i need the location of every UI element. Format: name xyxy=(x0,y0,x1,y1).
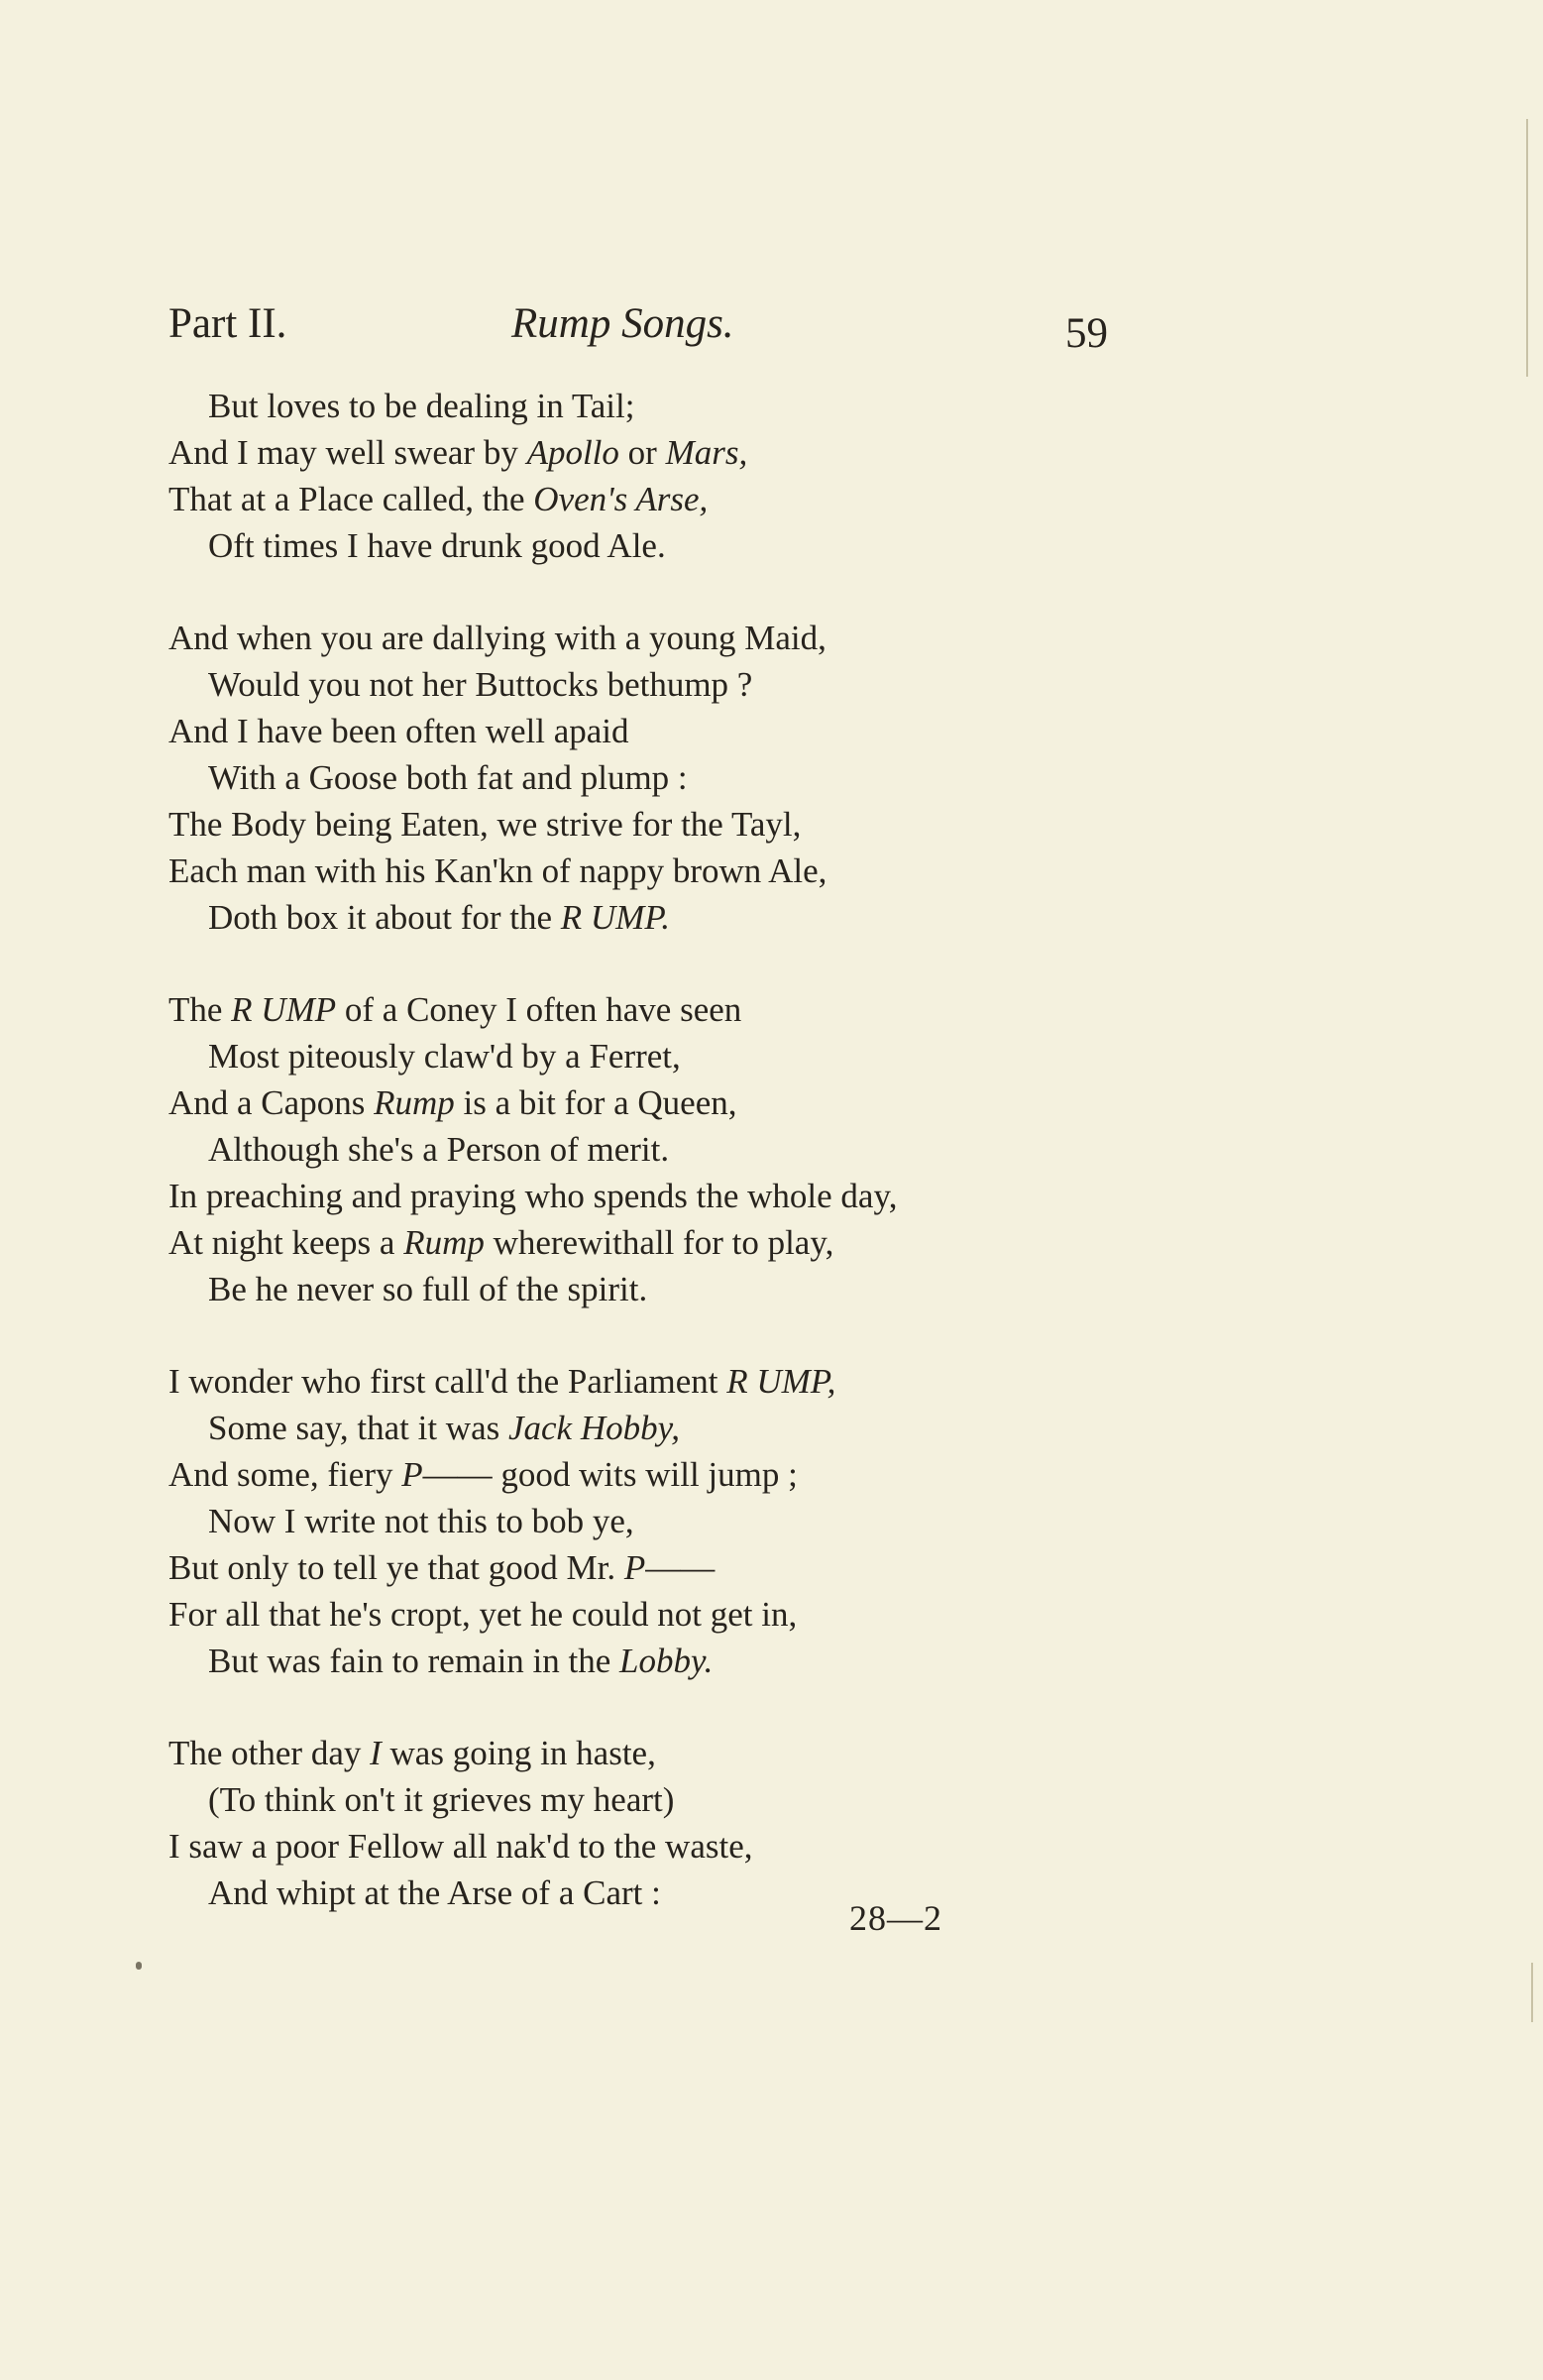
italic-text: P xyxy=(401,1455,423,1494)
italic-text: Apollo xyxy=(526,433,619,472)
verse-line xyxy=(168,1544,897,1591)
stanza xyxy=(168,1358,897,1684)
verse-line xyxy=(168,383,897,429)
signature-mark: 28—2 xyxy=(849,1898,942,1938)
verse-line xyxy=(168,1451,897,1498)
verse-text: And I may well swear by xyxy=(168,433,527,472)
verse-line xyxy=(168,708,897,754)
verse-line xyxy=(168,476,897,522)
verse-text: was going in haste, xyxy=(381,1734,656,1772)
verse-text: wherewithall for to play, xyxy=(484,1223,834,1262)
italic-text: Rump xyxy=(374,1083,455,1122)
verse-text: of a Coney I often have seen xyxy=(336,990,742,1029)
running-title: Rump Songs. xyxy=(511,300,734,347)
verse-line xyxy=(168,1823,897,1870)
verse-text: Some say, that it was xyxy=(208,1409,508,1447)
verse-line xyxy=(168,801,897,848)
verse-line xyxy=(168,522,897,569)
verse-text: (To think on't it grieves my heart) xyxy=(208,1780,675,1819)
verse-text: or xyxy=(618,433,666,472)
page-edge-line xyxy=(1526,119,1528,377)
verse-line xyxy=(168,1266,897,1312)
verse-line xyxy=(168,1219,897,1266)
verse-line xyxy=(168,1638,897,1684)
italic-text: R UMP, xyxy=(726,1362,836,1401)
verse-line xyxy=(168,1776,897,1823)
verse-text: The Body being Eaten, we strive for the Tayl, xyxy=(168,805,802,844)
verse-text: And I have been often well apaid xyxy=(168,712,629,750)
verse-text: The xyxy=(168,990,232,1029)
verse-text: And a Capons xyxy=(168,1083,375,1122)
verse-line xyxy=(168,1591,897,1638)
italic-text: P xyxy=(623,1548,646,1587)
italic-text: Mars, xyxy=(665,433,748,472)
verse-text: I saw a poor Fellow all nak'd to the waste, xyxy=(168,1827,753,1866)
stanza xyxy=(168,1730,897,1916)
italic-text: Oven's Arse, xyxy=(533,480,709,518)
verse-line xyxy=(168,754,897,801)
verse-text: Most piteously claw'd by a Ferret, xyxy=(208,1037,681,1076)
verse-text: Each man with his Kan'kn of nappy brown Ale, xyxy=(168,851,827,890)
page-number: 59 xyxy=(1065,310,1108,357)
verse-text: Now I write not this to bob ye, xyxy=(208,1502,634,1540)
italic-text: R UMP. xyxy=(560,898,670,937)
stanza xyxy=(168,986,897,1312)
verse-line xyxy=(168,1405,897,1451)
verse-line xyxy=(168,1498,897,1544)
verse-text: In preaching and praying who spends the whole day, xyxy=(168,1177,898,1215)
verse-text: But only to tell ye that good Mr. xyxy=(168,1548,624,1587)
running-header xyxy=(168,299,1120,359)
verse-text: Doth box it about for the xyxy=(208,898,561,937)
verse-line xyxy=(168,1730,897,1776)
verse-text: At night keeps a xyxy=(168,1223,404,1262)
verse-line xyxy=(168,1870,897,1916)
verse-line xyxy=(168,1033,897,1079)
verse-text: And when you are dallying with a young Maid, xyxy=(168,619,827,657)
verse-text: Be he never so full of the spirit. xyxy=(208,1270,648,1308)
verse-line xyxy=(168,1126,897,1173)
verse-line xyxy=(168,986,897,1033)
verse-text: And whipt at the Arse of a Cart : xyxy=(208,1873,661,1912)
verse-line xyxy=(168,429,897,476)
verse-text: But loves to be dealing in Tail; xyxy=(208,387,635,425)
verse-line xyxy=(168,1173,897,1219)
verse-text: But was fain to remain in the xyxy=(208,1642,620,1680)
verse-line xyxy=(168,661,897,708)
verse-line xyxy=(168,615,897,661)
italic-text: R UMP xyxy=(231,990,337,1029)
verse-text: is a bit for a Queen, xyxy=(454,1083,737,1122)
italic-text: Jack Hobby, xyxy=(507,1409,680,1447)
stanza xyxy=(168,615,897,941)
verse-text: Would you not her Buttocks bethump ? xyxy=(208,665,753,704)
verse-text: —— xyxy=(645,1548,716,1587)
verse-line xyxy=(168,848,897,894)
verse-line xyxy=(168,1079,897,1126)
verse-text: For all that he's cropt, yet he could not get in, xyxy=(168,1595,798,1634)
italic-text: Rump xyxy=(403,1223,485,1262)
verse-text: That at a Place called, the xyxy=(168,480,534,518)
verse-text: Although she's a Person of merit. xyxy=(208,1130,670,1169)
part-label: Part II. xyxy=(168,300,287,347)
italic-text: I xyxy=(370,1734,382,1772)
stanza xyxy=(168,383,897,569)
verse-text: With a Goose both fat and plump : xyxy=(208,758,688,797)
ink-speck xyxy=(136,1962,142,1970)
poem-body xyxy=(168,383,897,1962)
verse-text: I wonder who first call'd the Parliament xyxy=(168,1362,727,1401)
page-edge-line xyxy=(1531,1963,1533,2022)
verse-text: The other day xyxy=(168,1734,371,1772)
verse-text: And some, fiery xyxy=(168,1455,402,1494)
verse-line xyxy=(168,1358,897,1405)
italic-text: Lobby. xyxy=(619,1642,714,1680)
verse-text: —— good wits will jump ; xyxy=(422,1455,798,1494)
verse-text: Oft times I have drunk good Ale. xyxy=(208,526,666,565)
verse-line xyxy=(168,894,897,941)
